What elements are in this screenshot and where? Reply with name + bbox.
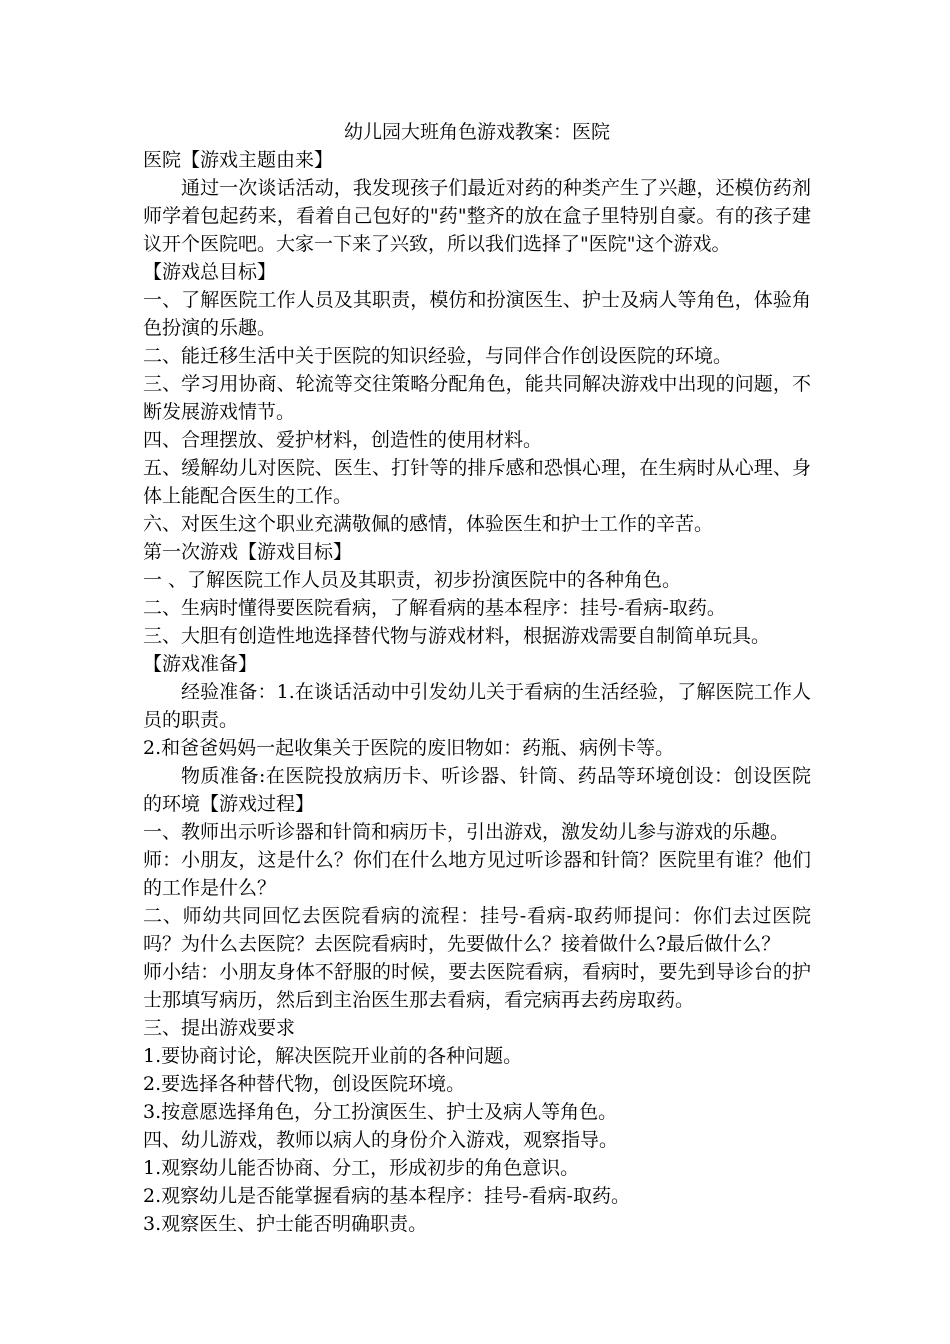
paragraph: 2.观察幼儿是否能掌握看病的基本程序：挂号-看病-取药。 bbox=[143, 1185, 630, 1207]
paragraph: 2.要选择各种替代物，创设医院环境。 bbox=[143, 1073, 466, 1095]
paragraph: 1.要协商讨论，解决医院开业前的各种问题。 bbox=[143, 1045, 523, 1067]
paragraph: 通过一次谈话活动，我发现孩子们最近对药的种类产生了兴趣，还模仿药剂师学着包起药来，看着自己包好的"药"整齐的放在盒子里特别自豪。有的孩子建议开个医院吧。大家一下来了兴致，所以我们选择了"医院"这个游戏。 bbox=[143, 177, 811, 255]
paragraph: 三、提出游戏要求 bbox=[143, 1017, 296, 1039]
paragraph: 一、教师出示听诊器和针筒和病历卡，引出游戏，激发幼儿参与游戏的乐趣。 bbox=[143, 821, 790, 843]
paragraph: 二、师幼共同回忆去医院看病的流程：挂号-看病-取药师提问：你们去过医院吗？为什么去医院？去医院看病时，先要做什么？接着做什么?最后做什么？ bbox=[143, 905, 811, 955]
document-title: 幼儿园大班角色游戏教案：医院 bbox=[343, 121, 610, 143]
paragraph: 五、缓解幼儿对医院、医生、打针等的排斥感和恐惧心理，在生病时从心理、身体上能配合医生的工作。 bbox=[143, 457, 811, 507]
paragraph: 3.按意愿选择角色，分工扮演医生、护士及病人等角色。 bbox=[143, 1101, 618, 1123]
document-page bbox=[143, 118, 811, 1238]
paragraph: 四、幼儿游戏，教师以病人的身份介入游戏，观察指导。 bbox=[143, 1129, 619, 1151]
paragraph: 第一次游戏【游戏目标】 bbox=[143, 541, 353, 563]
paragraph: 【游戏准备】 bbox=[143, 653, 258, 675]
paragraph: 医院【游戏主题由来】 bbox=[143, 149, 334, 171]
paragraph: 2.和爸爸妈妈一起收集关于医院的废旧物如：药瓶、病例卡等。 bbox=[143, 737, 675, 759]
paragraph: 1.观察幼儿能否协商、分工，形成初步的角色意识。 bbox=[143, 1157, 580, 1179]
paragraph: 物质准备:在医院投放病历卡、听诊器、针筒、药品等环境创设：创设医院的环境【游戏过程】 bbox=[143, 765, 811, 815]
paragraph: 六、对医生这个职业充满敬佩的感情，体验医生和护士工作的辛苦。 bbox=[143, 513, 714, 535]
paragraph: 四、合理摆放、爱护材料，创造性的使用材料。 bbox=[143, 429, 543, 451]
paragraph: 二、生病时懂得要医院看病，了解看病的基本程序：挂号-看病-取药。 bbox=[143, 597, 726, 619]
paragraph: 三、大胆有创造性地选择替代物与游戏材料，根据游戏需要自制简单玩具。 bbox=[143, 625, 771, 647]
paragraph: 经验准备：1.在谈话活动中引发幼儿关于看病的生活经验，了解医院工作人员的职责。 bbox=[143, 681, 811, 731]
paragraph: 【游戏总目标】 bbox=[143, 261, 277, 283]
paragraph: 二、能迁移生活中关于医院的知识经验，与同伴合作创设医院的环境。 bbox=[143, 345, 733, 367]
paragraph: 三、学习用协商、轮流等交往策略分配角色，能共同解决游戏中出现的问题，不断发展游戏情节。 bbox=[143, 373, 811, 423]
document-body bbox=[143, 146, 811, 1238]
paragraph: 师小结：小朋友身体不舒服的时候，要去医院看病，看病时，要先到导诊台的护士那填写病历，然后到主治医生那去看病，看完病再去药房取药。 bbox=[143, 961, 811, 1011]
paragraph: 一、了解医院工作人员及其职责，模仿和扮演医生、护士及病人等角色，体验角色扮演的乐趣。 bbox=[143, 289, 811, 339]
paragraph: 一 、了解医院工作人员及其职责，初步扮演医院中的各种角色。 bbox=[143, 569, 682, 591]
paragraph: 3.观察医生、护士能否明确职责。 bbox=[143, 1213, 428, 1235]
paragraph: 师：小朋友，这是什么？你们在什么地方见过听诊器和针筒？医院里有谁？他们的工作是什么？ bbox=[143, 849, 811, 899]
